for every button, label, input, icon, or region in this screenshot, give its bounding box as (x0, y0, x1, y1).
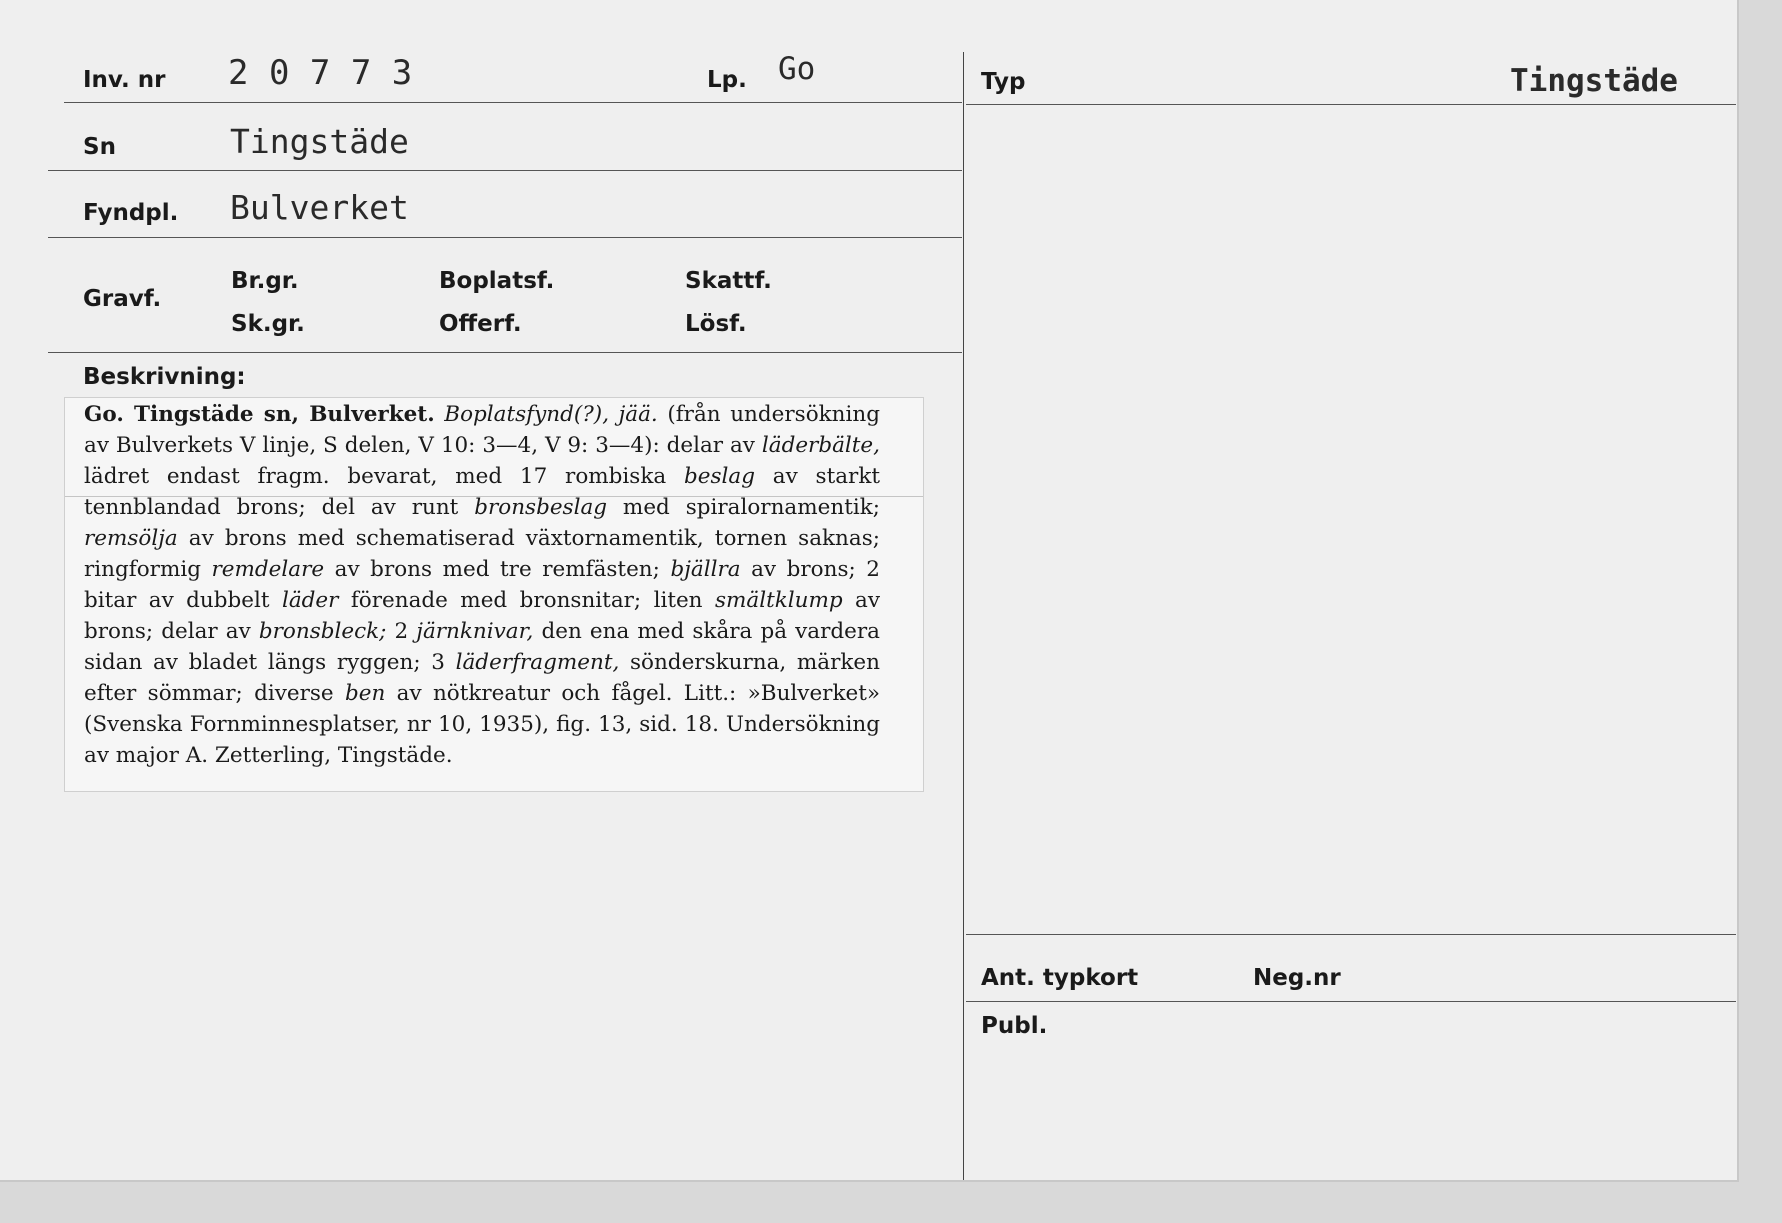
desc-part-15: bjällra (670, 557, 741, 582)
desc-part-11: remsölja (84, 526, 178, 551)
desc-part-2 (435, 402, 445, 427)
lp-value: Go (778, 51, 816, 87)
typ-rule (966, 104, 1736, 105)
sn-label: Sn (83, 134, 116, 160)
gravf-label: Gravf. (83, 286, 162, 312)
option-losf: Lösf. (685, 311, 747, 337)
option-boplatsf: Boplatsf. (439, 268, 555, 294)
typ-value: Tingstäde (1510, 63, 1678, 99)
option-offerf: Offerf. (439, 311, 522, 337)
desc-part-23: järnknivar, (416, 619, 534, 644)
desc-part-12: av brons med schematiserad växtornamentik, tornen saknas; ringformig (84, 526, 880, 582)
lp-label: Lp. (707, 67, 747, 93)
publ-label: Publ. (981, 1013, 1048, 1039)
desc-part-25: läderfragment, (455, 650, 620, 675)
sn-value: Tingstäde (230, 122, 409, 161)
desc-part-18: förenade med bronsnitar; liten (338, 588, 715, 613)
desc-part-21: bronsbleck; (258, 619, 387, 644)
desc-part-6: lädret endast fragm. bevarat, med 17 rombiska (84, 464, 684, 489)
fyndpl-label: Fyndpl. (83, 200, 179, 226)
desc-part-4: (från undersökning av Bulverkets V linje, S delen, V 10: 3—4, V 9: 3—4): delar av (84, 402, 880, 458)
desc-part-9: bronsbeslag (474, 495, 608, 520)
desc-part-3: Boplatsfynd(?), jää. (444, 402, 658, 427)
desc-part-20: av brons; delar av (84, 588, 880, 644)
inv-nr-label: Inv. nr (83, 67, 166, 93)
desc-part-14: av brons med tre remfästen; (324, 557, 671, 582)
inv-nr-value: 2 0 7 7 3 (228, 53, 413, 93)
rule-2 (48, 170, 962, 171)
ant-typkort-label: Ant. typkort (981, 965, 1139, 991)
option-sk-gr: Sk.gr. (231, 311, 305, 337)
neg-nr-label: Neg.nr (1253, 965, 1341, 991)
rule-3 (48, 237, 962, 238)
typ-label: Typ (981, 69, 1026, 95)
desc-part-16: av brons; 2 bitar av dubbelt (84, 557, 880, 613)
desc-part-28: av nötkreatur och fågel. Litt.: »Bulverket» (Svenska Fornminnesplatser, nr 10, 1935), fig. 13, sid. 18. Undersökning av major A. Zetterling, Tingstäde. (84, 681, 881, 768)
desc-part-8: av starkt tennblandad brons; del av runt (84, 464, 880, 520)
desc-part-1: Go. Tingstäde sn, Bulverket. (84, 402, 435, 427)
description-paragraph (84, 399, 880, 771)
fyndpl-value: Bulverket (230, 188, 409, 227)
desc-part-19: smältklump (714, 588, 843, 613)
desc-part-7: beslag (684, 464, 755, 489)
rule-4 (48, 352, 962, 353)
typkort-top-rule (966, 934, 1736, 935)
option-skattf: Skattf. (685, 268, 772, 294)
desc-part-24: den ena med skåra på vardera sidan av bladet längs ryggen; 3 (84, 619, 880, 675)
typkort-bottom-rule (966, 1001, 1736, 1002)
option-br-gr: Br.gr. (231, 268, 299, 294)
desc-part-17: läder (281, 588, 339, 613)
rule-1 (64, 102, 962, 103)
desc-part-26: sönderskurna, märken efter sömmar; diverse (84, 650, 880, 706)
desc-part-5: läderbälte, (761, 433, 880, 458)
desc-part-13: remdelare (211, 557, 325, 582)
desc-part-27: ben (344, 681, 386, 706)
column-divider (963, 52, 964, 1180)
beskrivning-label: Beskrivning: (83, 364, 246, 390)
desc-part-22: 2 (386, 619, 417, 644)
description-text (84, 399, 880, 771)
desc-part-10: med spiralornamentik; (607, 495, 880, 520)
